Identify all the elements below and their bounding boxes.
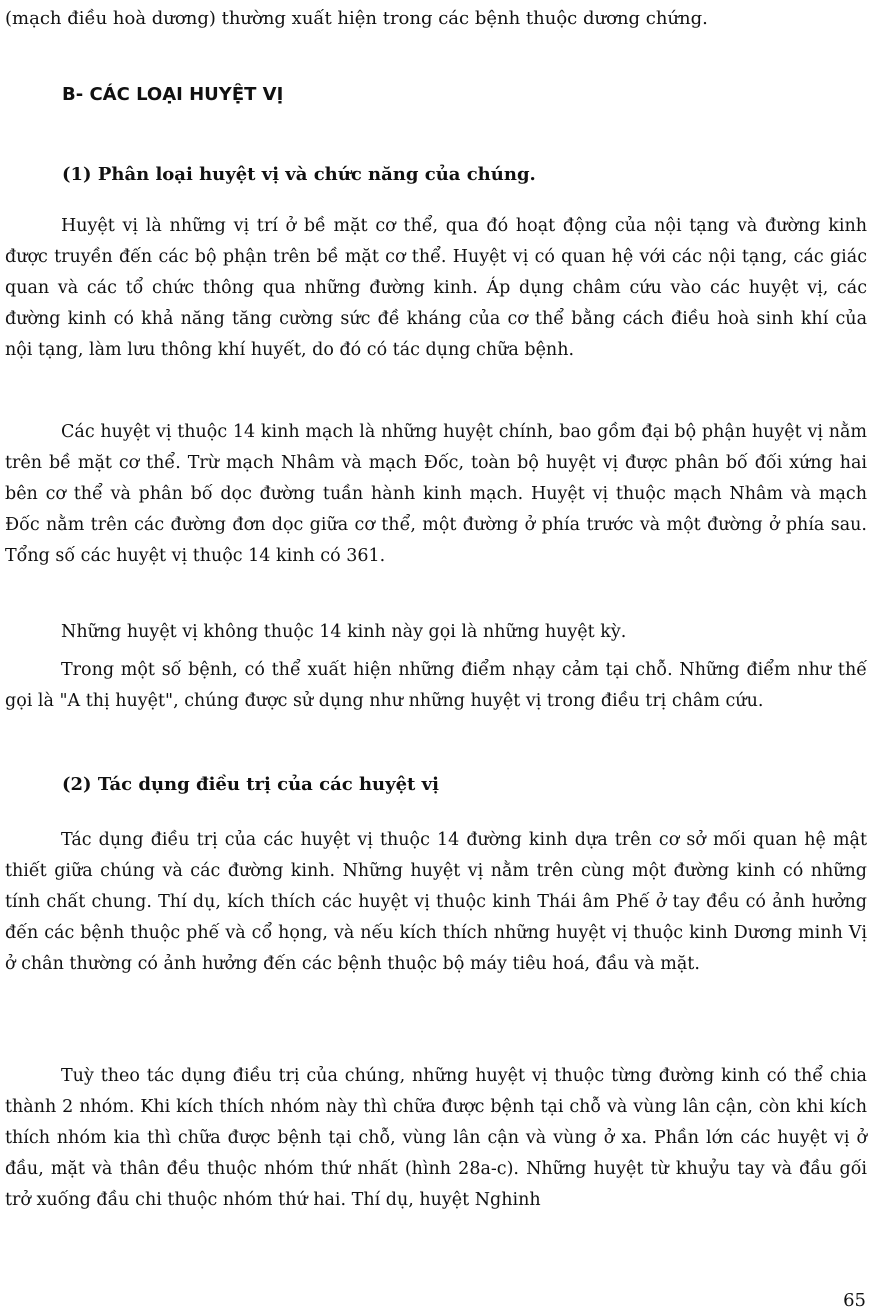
- subsection-heading-2: (2) Tác dụng điều trị của các huyệt vị: [62, 774, 439, 795]
- section-heading: B- CÁC LOẠI HUYỆT VỊ: [62, 84, 284, 105]
- paragraph: Trong một số bệnh, có thể xuất hiện những điểm nhạy cảm tại chỗ. Những điểm như thế gọi là "A thị huyệt", chúng được sử dụng như những huyệt vị trong điều trị châm cứu.: [5, 660, 867, 711]
- paragraph: Các huyệt vị thuộc 14 kinh mạch là những huyệt chính, bao gồm đại bộ phận huyệt vị nằm trên bề mặt cơ thể. Trừ mạch Nhâm và mạch Đốc, toàn bộ huyệt vị được phân bố đối xứng hai bên cơ thể và phân bố dọc đường tuần hành kinh mạch. Huyệt vị thuộc mạch Nhâm và mạch Đốc nằm trên các đường đơn dọc giữa cơ thể, một đường ở phía trước và một đường ở phía sau. Tổng số các huyệt vị thuộc 14 kinh có 361.: [5, 422, 867, 566]
- paragraph: Tác dụng điều trị của các huyệt vị thuộc 14 đường kinh dựa trên cơ sở mối quan hệ mật thiết giữa chúng và các đường kinh. Những huyệt vị nằm trên cùng một đường kinh có những tính chất chung. Thí dụ, kích thích các huyệt vị thuộc kinh Thái âm Phế ở tay đều có ảnh hưởng đến các bệnh thuộc phế và cổ họng, và nếu kích thích những huyệt vị thuộc kinh Dương minh Vị ở chân thường có ảnh hưởng đến các bệnh thuộc bộ máy tiêu hoá, đầu và mặt.: [5, 830, 867, 974]
- paragraph: Huyệt vị là những vị trí ở bề mặt cơ thể, qua đó hoạt động của nội tạng và đường kinh được truyền đến các bộ phận trên bề mặt cơ thể. Huyệt vị có quan hệ với các nội tạng, các giác quan và các tổ chức thông qua những đường kinh. Áp dụng châm cứu vào các huyệt vị, các đường kinh có khả năng tăng cường sức đề kháng của cơ thể bằng cách điều hoà sinh khí của nội tạng, làm lưu thông khí huyết, do đó có tác dụng chữa bệnh.: [5, 216, 867, 360]
- subsection-heading-1: (1) Phân loại huyệt vị và chức năng của chúng.: [62, 164, 536, 185]
- paragraph: Những huyệt vị không thuộc 14 kinh này gọi là những huyệt kỳ.: [61, 622, 627, 642]
- page-number: 65: [843, 1290, 866, 1311]
- continued-text-line: (mạch điều hoà dương) thường xuất hiện trong các bệnh thuộc dương chứng.: [5, 8, 708, 29]
- paragraph: Tuỳ theo tác dụng điều trị của chúng, những huyệt vị thuộc từng đường kinh có thể chia thành 2 nhóm. Khi kích thích nhóm này thì chữa được bệnh tại chỗ và vùng lân cận, còn khi kích thích nhóm kia thì chữa được bệnh tại chỗ, vùng lân cận và vùng ở xa. Phần lớn các huyệt vị ở đầu, mặt và thân đều thuộc nhóm thứ nhất (hình 28a-c). Những huyệt từ khuỷu tay và đầu gối trở xuống đầu chi thuộc nhóm thứ hai. Thí dụ, huyệt Nghinh: [5, 1066, 867, 1210]
